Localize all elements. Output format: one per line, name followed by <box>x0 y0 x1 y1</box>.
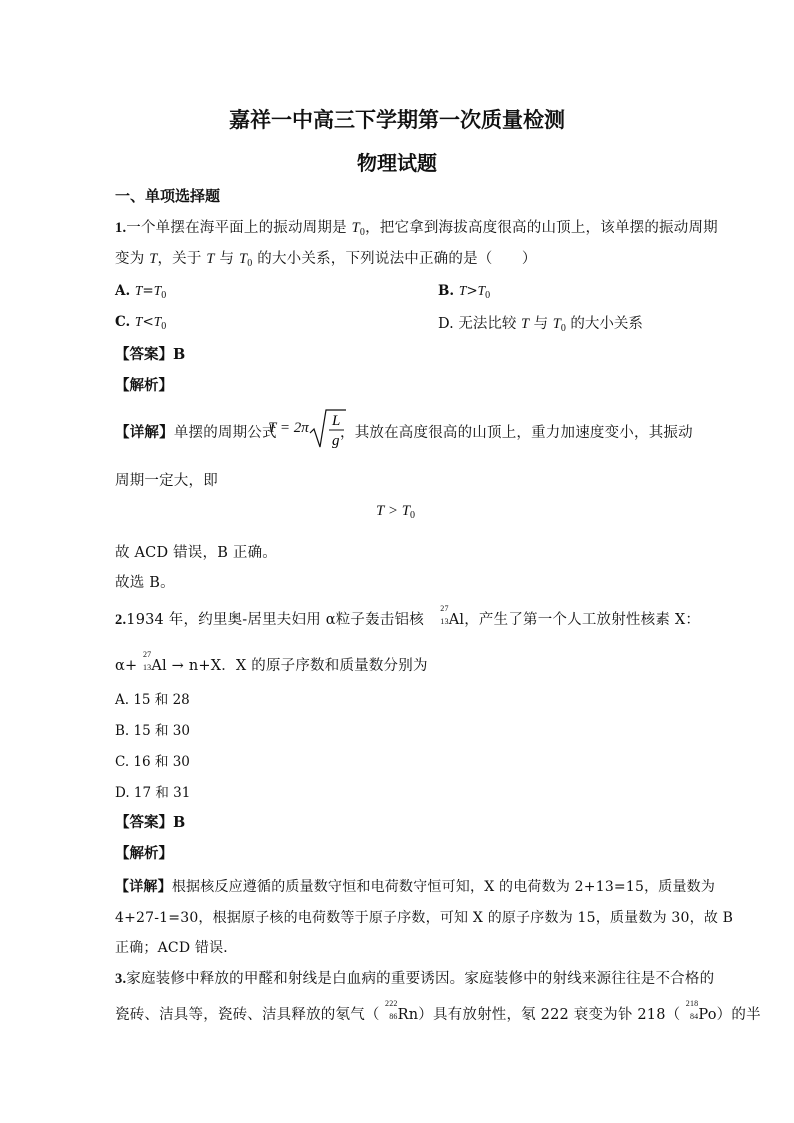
q3-number: 3. <box>115 971 127 987</box>
rn-nuclide: 222 86 <box>385 999 398 1021</box>
q1-conclusion-2: 故选 B。 <box>115 575 175 591</box>
q1-conclusion-1: 故 ACD 错误，B 正确。 <box>115 545 277 561</box>
q1-answer-value: B <box>173 346 186 363</box>
q1-option-b[interactable]: B. $T>T_0$ <box>438 283 491 301</box>
q1-detail-line1: 【详解】单摆的周期公式 <box>115 424 277 441</box>
q1-detail-line1-cont: ，其放在高度很高的山顶上，重力加速度变小，其振动 <box>340 425 693 441</box>
q2-detail-line2: 4+27-1=30，根据原子核的电荷数等于原子序数，可知 X 的原子序数为 15，质量数为 30，故 B <box>115 910 734 926</box>
q2-detail-line1: 【详解】根据核反应遵循的质量数守恒和电荷数守恒可知，X 的电荷数为 2+13=15，质量数为 <box>115 879 716 895</box>
po-nuclide: 218 84 <box>685 999 699 1021</box>
q2-analysis-tag: 【解析】 <box>115 845 173 862</box>
formula-L: L <box>332 413 341 429</box>
exam-title: 嘉祥一中高三下学期第一次质量检测 <box>229 107 565 132</box>
q1-stem-line1: 1.一个单摆在海平面上的振动周期是 $T_0$，把它拿到海拔高度很高的山顶上，该单摆的振动周期 <box>115 220 718 238</box>
q2-number: 2. <box>115 612 127 628</box>
q2-option-c[interactable]: C. 16 和 30 <box>115 754 190 770</box>
q2-reaction-line: α+ 27 13 Al → n+X．X 的原子序数和质量数分别为 <box>115 650 428 674</box>
formula-g: g <box>332 433 340 449</box>
q2-answer-value: B <box>173 814 186 831</box>
q1-analysis-tag: 【解析】 <box>115 377 173 394</box>
q1-answer: 【答案】B <box>115 346 186 363</box>
q2-option-b[interactable]: B. 15 和 30 <box>115 723 190 739</box>
q1-number: 1. <box>115 220 127 236</box>
period-formula: T = 2π <box>268 420 309 436</box>
q2-answer: 【答案】B <box>115 814 186 831</box>
q3-stem-line1: 3.家庭装修中释放的甲醛和射线是白血病的重要诱因。家庭装修中的射线来源往往是不合格的 <box>115 971 715 987</box>
q3-stem-line2: 瓷砖、洁具等，瓷砖、洁具释放的氡气（ 222 86 Rn）具有放射性，氡 222 衰变为钋 218（ 218 84 Po）的半 <box>115 999 761 1023</box>
q1-center-formula: $T > T_0$ <box>376 503 416 521</box>
q2-stem-line1: 2.1934 年，约里奥-居里夫妇用 α粒子轰击铝核 27 13 Al，产生了第一个人工放射性核素 X： <box>115 604 701 628</box>
q1-option-d[interactable]: D. 无法比较 T 与 $T_0$ 的大小关系 <box>438 316 643 334</box>
q2-detail-line3: 正确；ACD 错误． <box>115 940 238 956</box>
q1-detail-line2: 周期一定大，即 <box>115 473 218 489</box>
al-nuclide: 27 13 <box>440 604 449 626</box>
section-heading: 一、单项选择题 <box>115 187 221 205</box>
q2-option-d[interactable]: D. 17 和 31 <box>115 785 191 801</box>
q1-stem-line2: 变为 T，关于 T 与 $T_0$ 的大小关系，下列说法中正确的是（ ） <box>115 251 537 269</box>
al-nuclide-reaction: 27 13 <box>142 650 152 672</box>
q2-option-a[interactable]: A. 15 和 28 <box>115 692 190 708</box>
q1-option-a[interactable]: A. $T=T_0$ <box>115 283 167 301</box>
subject-title: 物理试题 <box>357 151 437 175</box>
q1-option-c[interactable]: C. $T<T_0$ <box>115 314 167 332</box>
